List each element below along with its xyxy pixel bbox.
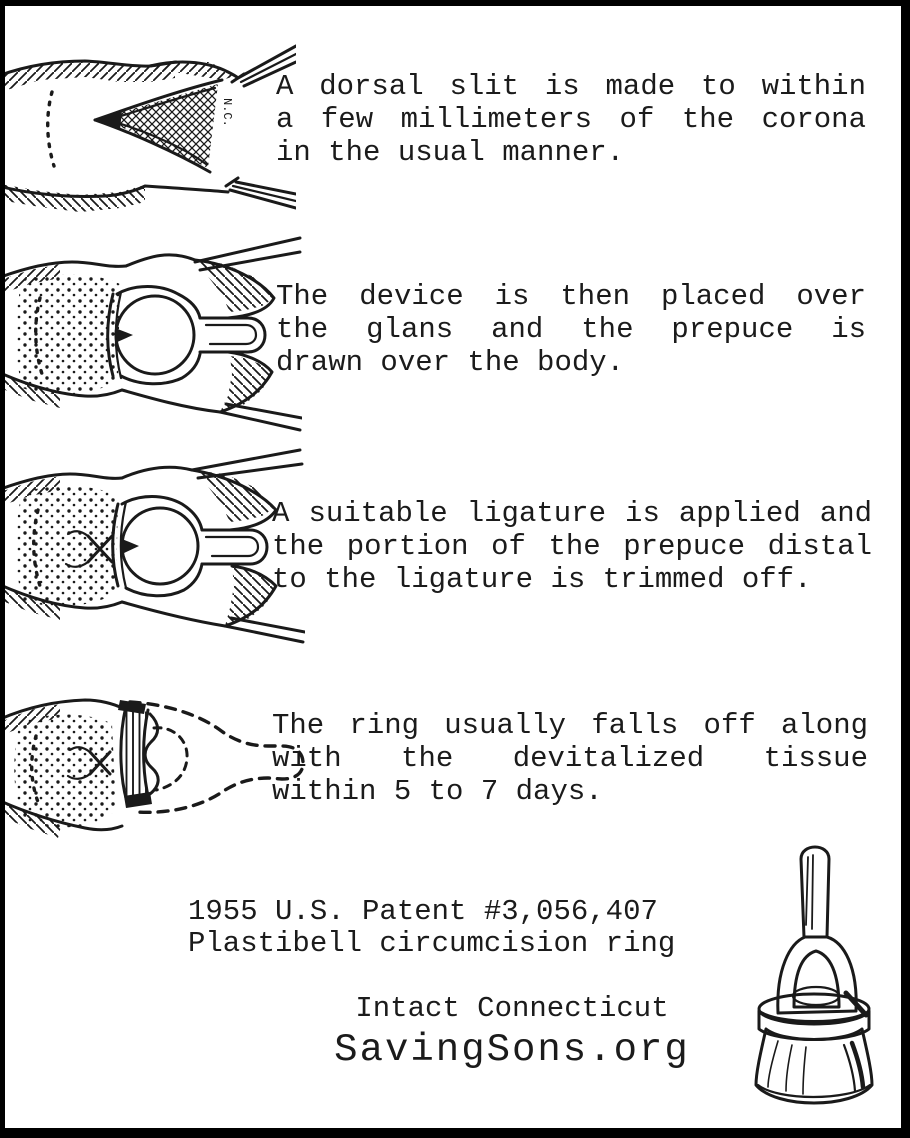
step-3-text — [272, 497, 872, 596]
text-line: The device is then placed over — [276, 280, 866, 313]
text-line: within 5 to 7 days. — [272, 775, 603, 808]
patent-line-1: 1955 U.S. Patent #3,056,407 — [188, 895, 658, 928]
artist-signature: N.C. — [220, 98, 234, 127]
step-4-text — [272, 709, 868, 808]
figure-device-placed — [0, 232, 302, 434]
glans — [122, 508, 198, 584]
text-line: drawn over the body. — [276, 346, 625, 379]
text-line: a few millimeters of the corona — [276, 103, 866, 136]
website-url: SavingSons.org — [334, 1028, 690, 1072]
text-line: in the usual manner. — [276, 136, 625, 169]
text-line: A dorsal slit is made to within — [276, 70, 866, 103]
devitalized-edge — [145, 714, 158, 794]
organization-name: Intact Connecticut — [355, 992, 669, 1025]
text-line: the portion of the prepuce distal — [272, 530, 872, 563]
stipple-texture — [16, 274, 120, 394]
plastibell-ring — [118, 700, 158, 808]
stipple-texture — [14, 715, 116, 828]
figure-ligature-applied — [0, 442, 305, 652]
figure-dorsal-slit — [0, 36, 296, 212]
patent-caption — [188, 896, 675, 960]
figure-ring-falls-off — [0, 680, 308, 846]
text-line: with the devitalized tissue — [272, 742, 868, 775]
text-line: The ring usually falls off along — [272, 709, 868, 742]
circumcision-line-dashed — [48, 92, 54, 166]
hemostat-lower — [226, 178, 296, 208]
text-line: to the ligature is trimmed off. — [272, 563, 812, 596]
arch-loop — [778, 937, 856, 1013]
footer — [272, 992, 752, 1074]
text-line: the glans and the prepuce is — [276, 313, 866, 346]
patent-line-2: Plastibell circumcision ring — [188, 927, 676, 960]
step-2-text — [276, 280, 866, 379]
handle-rod — [801, 847, 829, 937]
text-line: A suitable ligature is applied and — [272, 497, 872, 530]
glans — [115, 296, 194, 374]
figure-plastibell-device — [748, 845, 898, 1113]
step-1-text — [276, 70, 866, 169]
